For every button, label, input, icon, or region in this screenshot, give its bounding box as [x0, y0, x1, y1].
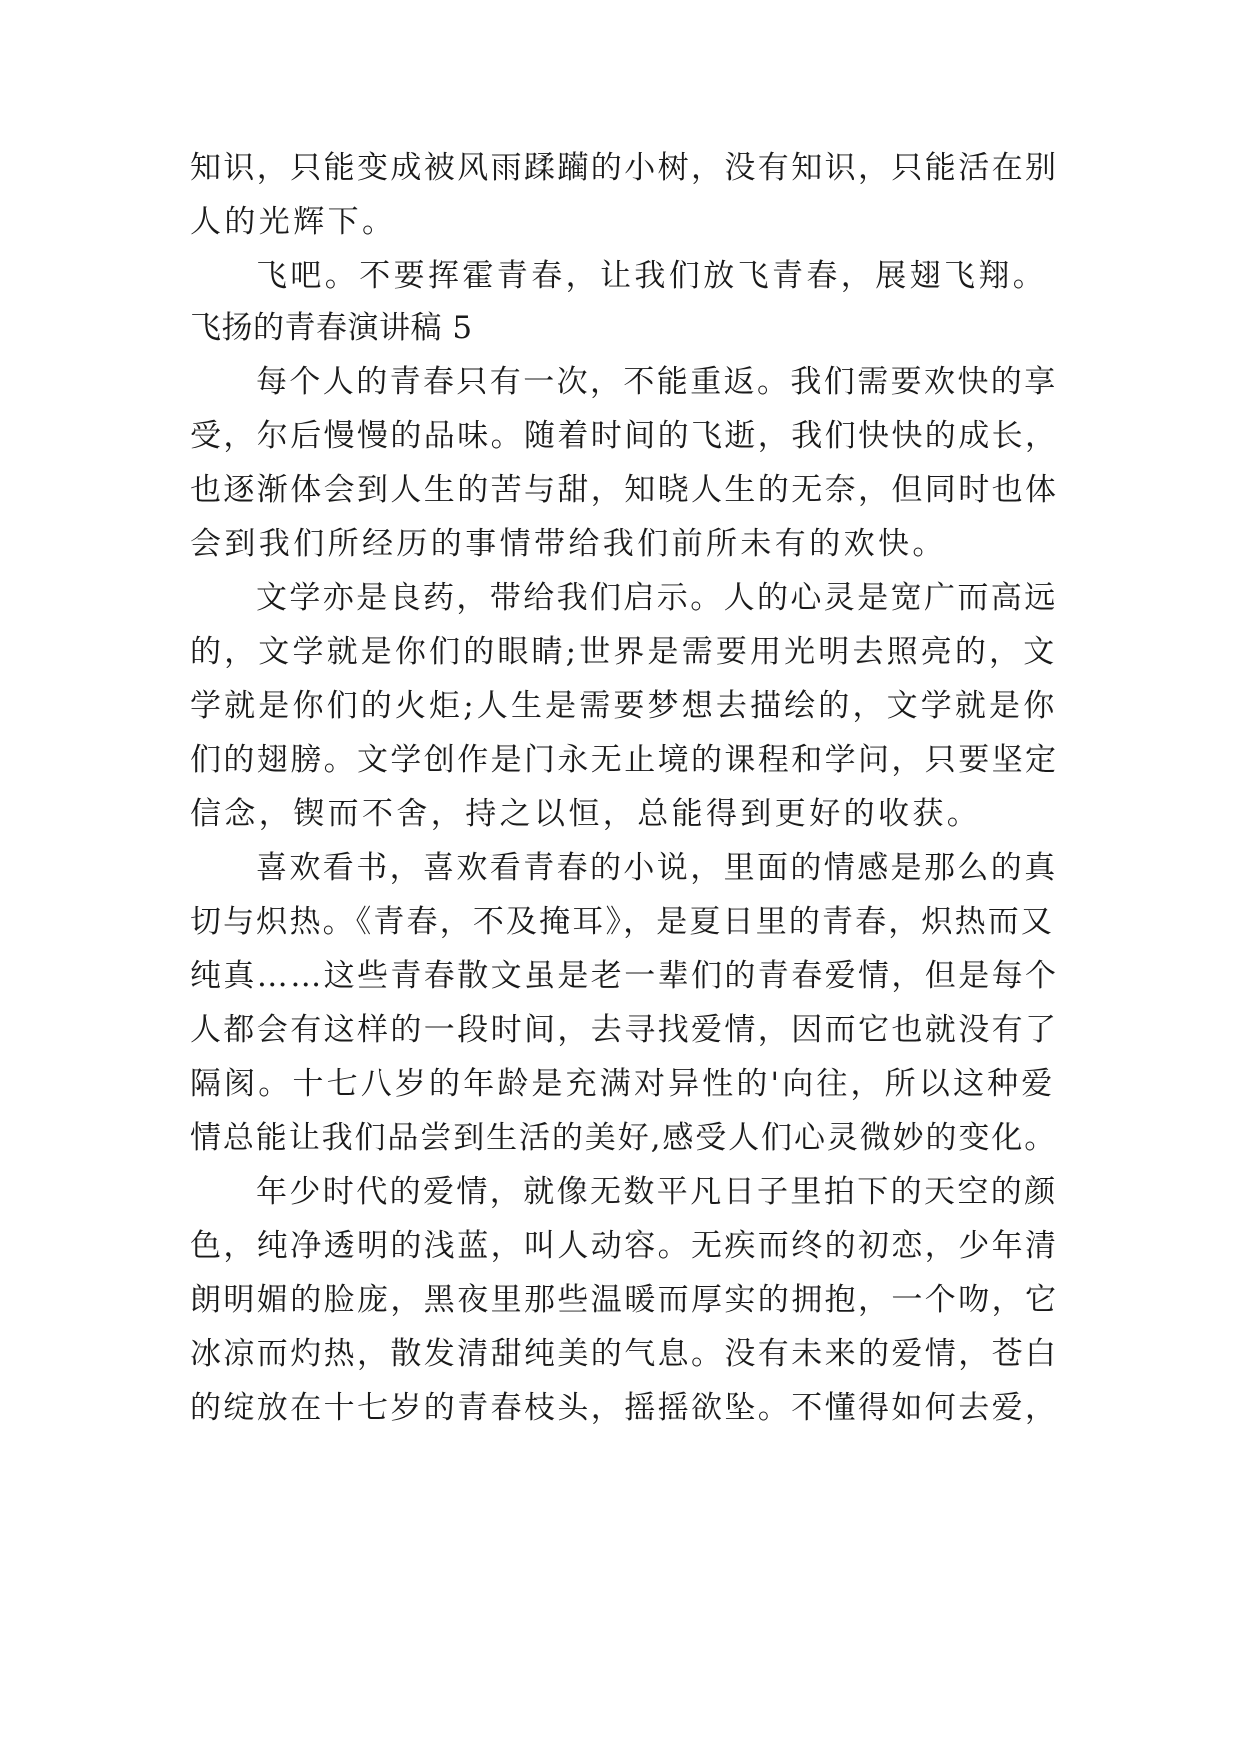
section-heading: 飞扬的青春演讲稿 5	[190, 310, 473, 346]
text-line: 朗明媚的脸庞，黑夜里那些温暖而厚实的拥抱，一个吻，它	[190, 1282, 1059, 1318]
text-line: 情总能让我们品尝到生活的美好,感受人们心灵微妙的变化。	[190, 1120, 1058, 1156]
text-line: 冰凉而灼热，散发清甜纯美的气息。没有未来的爱情，苍白	[190, 1336, 1059, 1372]
text-line: 也逐渐体会到人生的苦与甜，知晓人生的无奈，但同时也体	[190, 472, 1059, 508]
text-line: 每个人的青春只有一次，不能重返。我们需要欢快的享	[256, 364, 1058, 400]
text-line: 知识，只能变成被风雨蹂躏的小树，没有知识，只能活在别	[190, 150, 1059, 186]
text-line: 们的翅膀。文学创作是门永无止境的课程和学问，只要坚定	[190, 742, 1059, 778]
text-line: 信念，锲而不舍，持之以恒，总能得到更好的收获。	[190, 796, 982, 832]
text-line: 纯真……这些青春散文虽是老一辈们的青春爱情，但是每个	[190, 958, 1059, 994]
text-line: 的，文学就是你们的眼睛;世界是需要用光明去照亮的，文	[190, 634, 1058, 670]
text-line: 受，尔后慢慢的品味。随着时间的飞逝，我们快快的成长，	[190, 418, 1059, 454]
text-line: 色，纯净透明的浅蓝，叫人动容。无疾而终的初恋，少年清	[190, 1228, 1059, 1264]
text-line: 切与炽热。《青春，不及掩耳》，是夏日里的青春，炽热而又	[190, 904, 1055, 940]
text-line: 人都会有这样的一段时间，去寻找爱情，因而它也就没有了	[190, 1012, 1059, 1048]
text-line: 年少时代的爱情，就像无数平凡日子里拍下的天空的颜	[256, 1174, 1058, 1210]
text-line: 人的光辉下。	[190, 204, 397, 240]
text-line: 隔阂。十七八岁的年龄是充满对异性的'向往，所以这种爱	[190, 1066, 1056, 1102]
text-line: 文学亦是良药，带给我们启示。人的心灵是宽广而高远	[256, 580, 1058, 616]
text-line: 学就是你们的火炬;人生是需要梦想去描绘的，文学就是你	[190, 688, 1058, 724]
text-line: 喜欢看书，喜欢看青春的小说，里面的情感是那么的真	[256, 850, 1058, 886]
text-line: 会到我们所经历的事情带给我们前所未有的欢快。	[190, 526, 947, 562]
text-line: 的绽放在十七岁的青春枝头，摇摇欲坠。不懂得如何去爱，	[190, 1390, 1059, 1426]
text-line: 飞吧。不要挥霍青春，让我们放飞青春，展翅飞翔。	[256, 258, 1048, 294]
